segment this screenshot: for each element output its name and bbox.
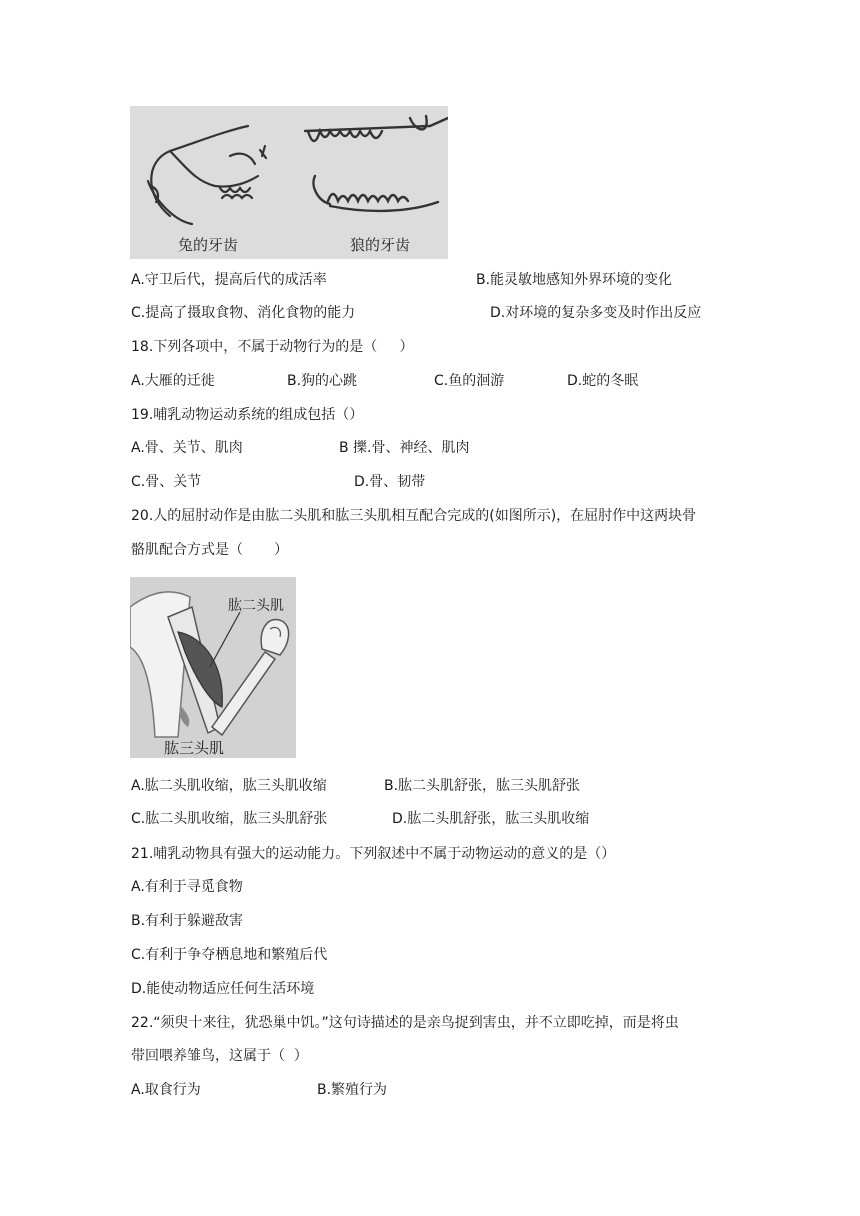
- q20-option-b: B.肱二头肌舒张，肱三头肌舒张: [384, 778, 581, 794]
- q19-option-c: C.骨、关节: [131, 474, 202, 490]
- q18-stem: 18.下列各项中，不属于动物行为的是（ ）: [131, 339, 414, 355]
- q17-option-a: A.守卫后代，提高后代的成活率: [131, 272, 327, 288]
- q18-option-a: A.大雁的迁徙: [131, 373, 215, 389]
- biceps-label: 肱二头肌: [228, 598, 284, 614]
- wolf-teeth-caption: 狼的牙齿: [350, 236, 411, 254]
- q20-stem-line2: 骼肌配合方式是（ ）: [131, 542, 289, 558]
- q19-stem: 19.哺乳动物运动系统的组成包括（）: [131, 407, 364, 423]
- q22-option-a: A.取食行为: [131, 1082, 201, 1098]
- q20-option-d: D.肱二头肌舒张，肱三头肌收缩: [392, 811, 590, 827]
- q21-option-b: B.有利于躲避敌害: [131, 913, 244, 929]
- q18-option-b: B.狗的心跳: [287, 373, 358, 389]
- triceps-label: 肱三头肌: [164, 739, 225, 757]
- q22-stem-line2: 带回喂养雏鸟，这属于（ ）: [131, 1048, 308, 1064]
- q22-option-b: B.繁殖行为: [317, 1082, 388, 1098]
- arm-figure: [130, 577, 296, 758]
- q22-stem-line1: 22.“须臾十来往，犹恐巢中饥。”这句诗描述的是亲鸟捉到害虫，并不立即吃掉，而是将虫: [131, 1015, 679, 1031]
- q17-option-c: C.提高了摄取食物、消化食物的能力: [131, 305, 356, 321]
- q19-option-b: B 擽.骨、神经、肌肉: [339, 440, 470, 456]
- q20-option-c: C.肱二头肌收缩，肱三头肌舒张: [131, 811, 328, 827]
- q18-option-c: C.鱼的洄游: [434, 373, 505, 389]
- q21-stem: 21.哺乳动物具有强大的运动能力。下列叙述中不属于动物运动的意义的是（）: [131, 846, 616, 862]
- q20-option-a: A.肱二头肌收缩，肱三头肌收缩: [131, 778, 327, 794]
- q17-option-d: D.对环境的复杂多变及时作出反应: [490, 305, 702, 321]
- q17-option-b: B.能灵敏地感知外界环境的变化: [476, 272, 673, 288]
- q20-stem-line1: 20.人的屈肘动作是由肱二头肌和肱三头肌相互配合完成的(如图所示)，在屈肘作中这两块骨: [131, 508, 697, 524]
- q19-option-d: D.骨、韧带: [354, 474, 426, 490]
- q19-option-a: A.骨、关节、肌肉: [131, 440, 243, 456]
- q21-option-a: A.有利于寻觅食物: [131, 879, 243, 895]
- q21-option-d: D.能使动物适应任何生活环境: [131, 981, 315, 997]
- teeth-figure: [130, 106, 448, 259]
- rabbit-teeth-caption: 兔的牙齿: [178, 236, 239, 254]
- q18-option-d: D.蛇的冬眠: [567, 373, 639, 389]
- q21-option-c: C.有利于争夺栖息地和繁殖后代: [131, 947, 328, 963]
